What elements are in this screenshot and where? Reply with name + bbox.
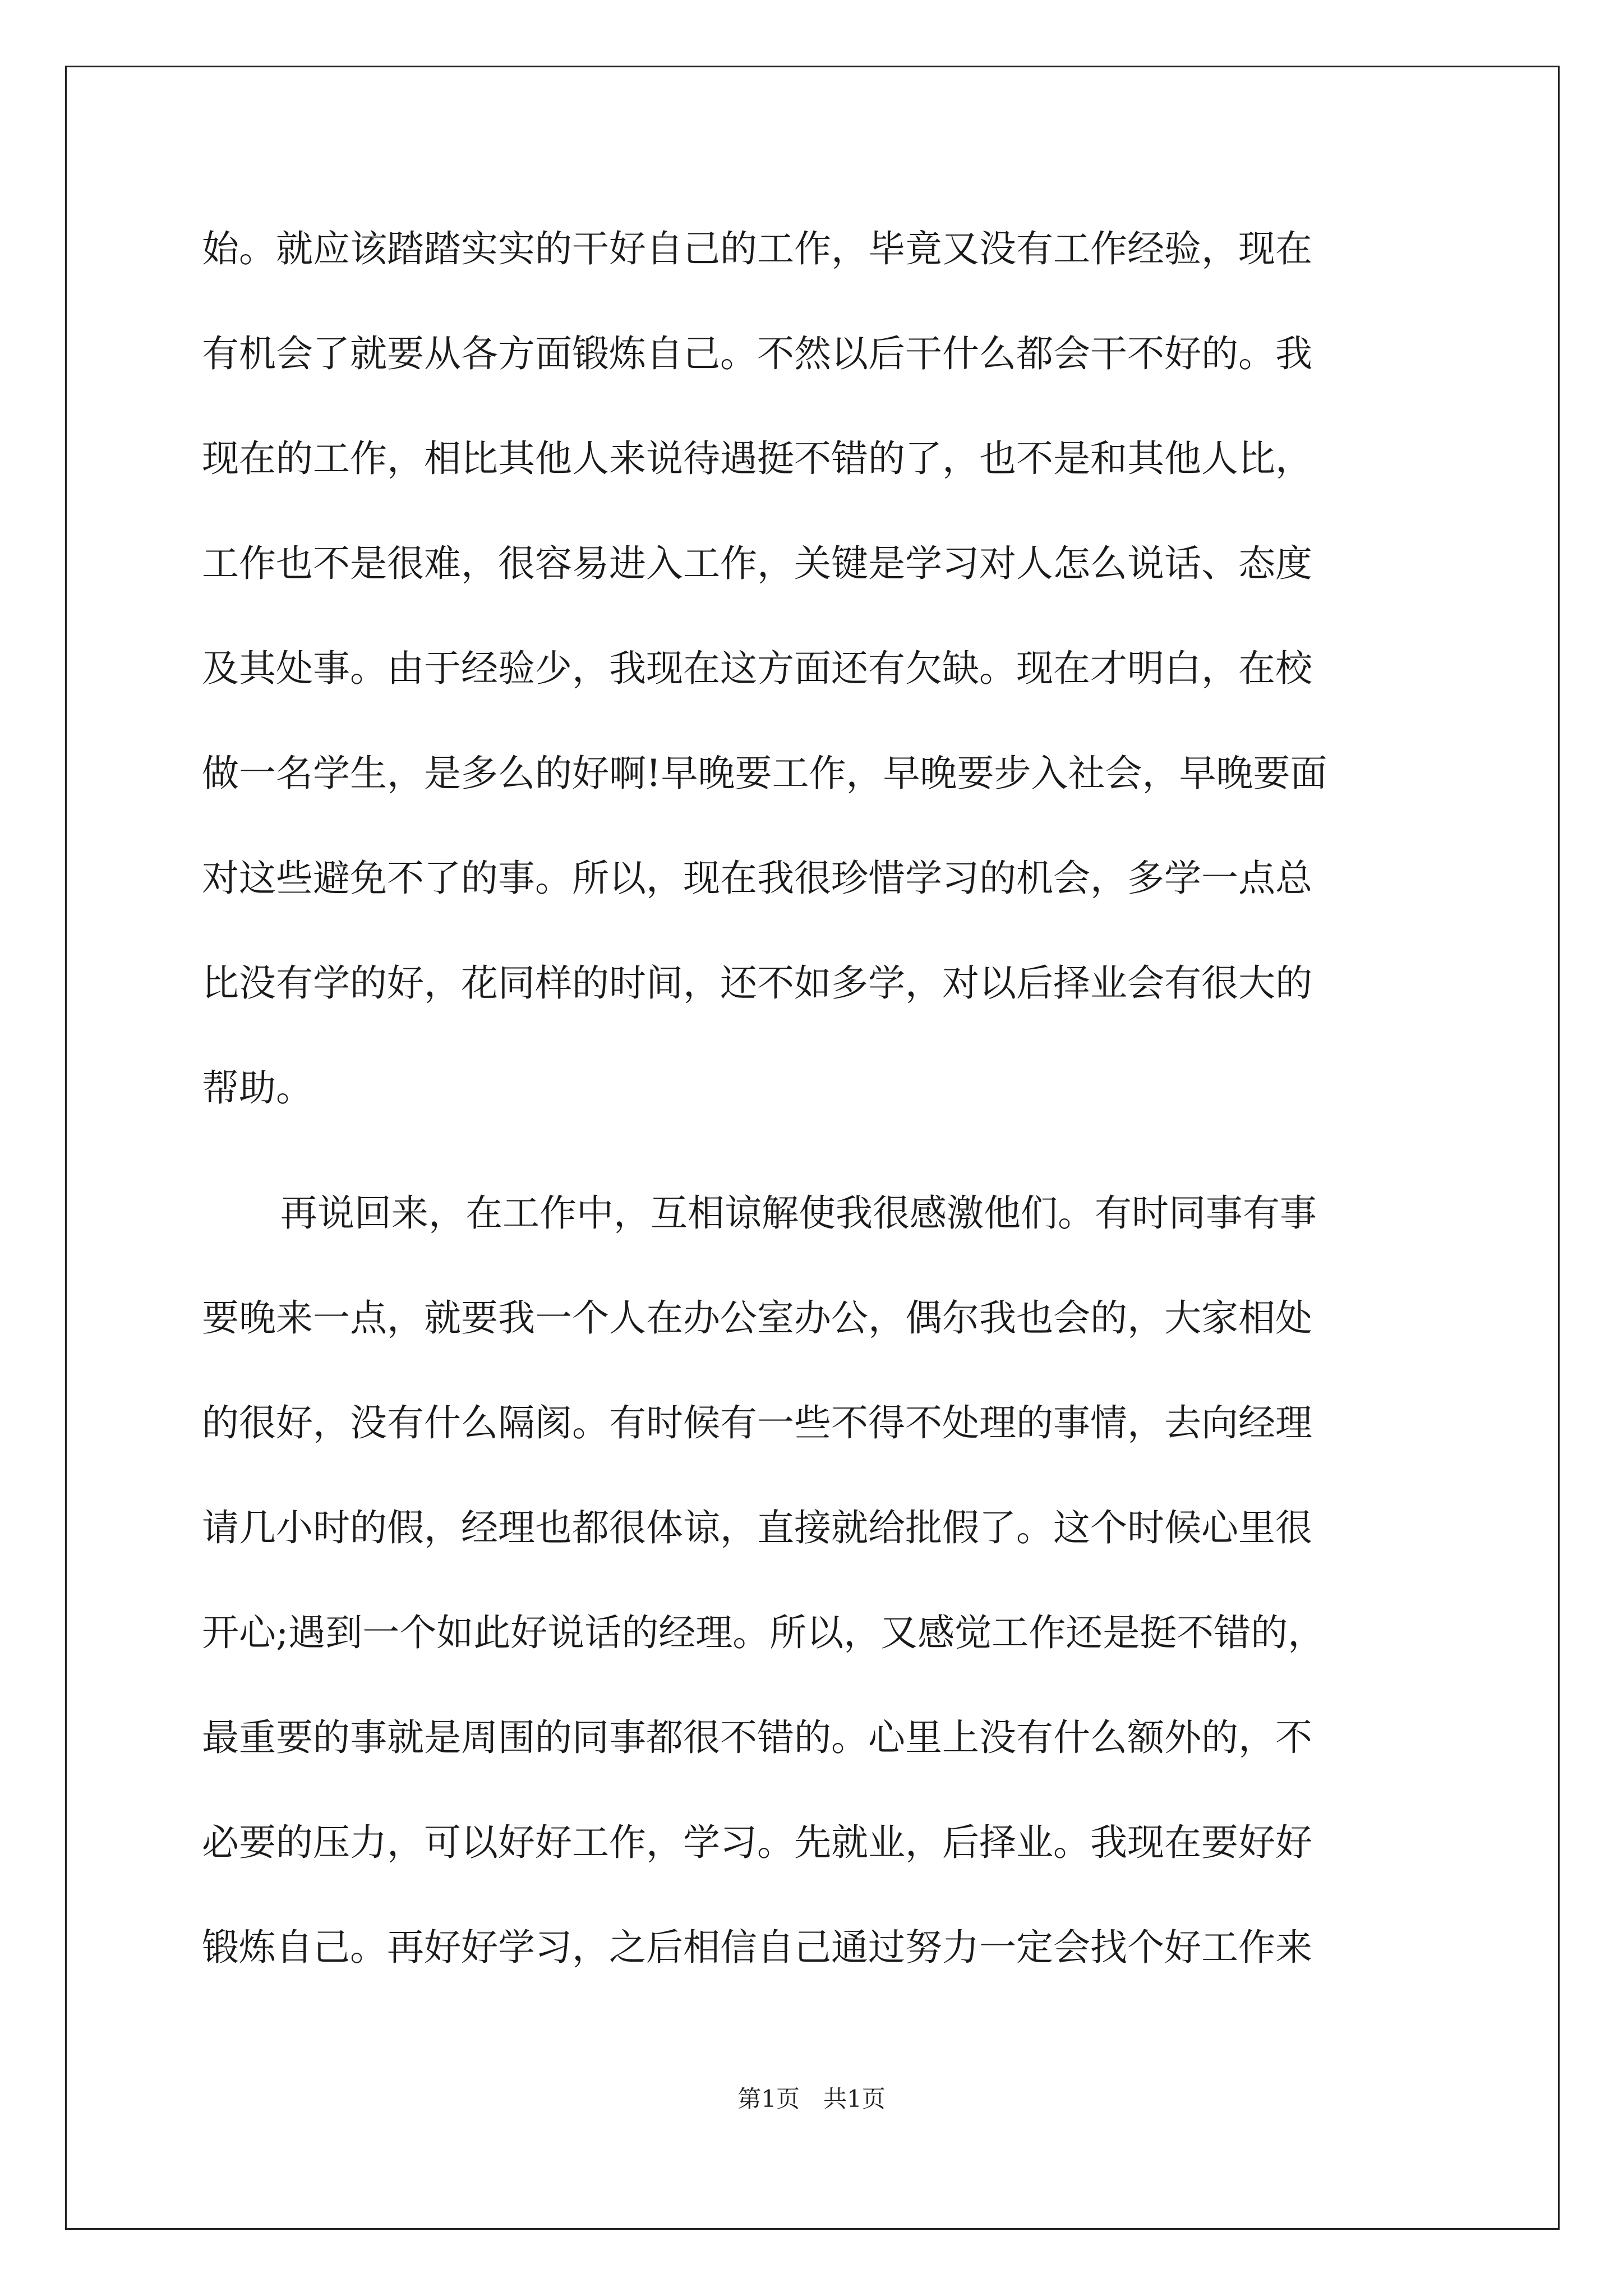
text-line: 请几小时的假，经理也都很体谅，直接就给批假了。这个时候心里很 [202,1506,1312,1549]
text-line: 及其处事。由于经验少，我现在这方面还有欠缺。现在才明白，在校 [202,647,1312,690]
text-line: 最重要的事就是周围的同事都很不错的。心里上没有什么额外的，不 [202,1716,1312,1759]
text-line: 对这些避免不了的事。所以，现在我很珍惜学习的机会，多学一点总 [202,857,1312,900]
text-line: 做一名学生，是多么的好啊!早晚要工作，早晚要步入社会，早晚要面 [202,752,1327,795]
text-line: 帮助。 [202,1066,313,1110]
text-line: 有机会了就要从各方面锻炼自己。不然以后干什么都会干不好的。我 [202,332,1312,375]
text-line: 工作也不是很难，很容易进入工作，关键是学习对人怎么说话、态度 [202,542,1312,585]
text-line: 始。就应该踏踏实实的干好自己的工作，毕竟又没有工作经验，现在 [202,227,1312,270]
text-line: 现在的工作，相比其他人来说待遇挺不错的了，也不是和其他人比， [202,437,1312,480]
page-number-footer: 第1页 共1页 [737,2085,886,2113]
text-line: 比没有学的好，花同样的时间，还不如多学，对以后择业会有很大的 [202,961,1312,1005]
text-line: 锻炼自己。再好好学习，之后相信自己通过努力一定会找个好工作来 [202,1926,1312,1969]
text-line: 要晚来一点，就要我一个人在办公室办公，偶尔我也会的，大家相处 [202,1296,1312,1340]
text-line: 的很好，没有什么隔阂。有时候有一些不得不处理的事情，去向经理 [202,1401,1312,1444]
text-line: 必要的压力，可以好好工作，学习。先就业，后择业。我现在要好好 [202,1821,1312,1864]
paragraph-first-line: 再说回来，在工作中，互相谅解使我很感激他们。有时同事有事 [280,1191,1317,1235]
text-line: 开心;遇到一个如此好说话的经理。所以，又感觉工作还是挺不错的， [202,1611,1325,1654]
page-border [65,66,1560,2230]
